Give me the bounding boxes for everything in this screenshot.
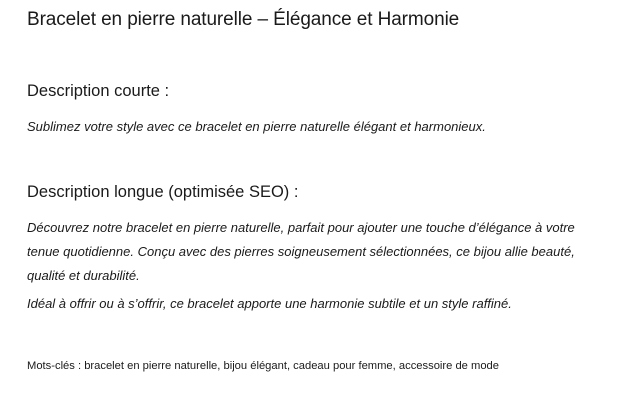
document-title: Bracelet en pierre naturelle – Élégance et Harmonie (27, 9, 460, 30)
long-description-paragraph: Découvrez notre bracelet en pierre naturelle, parfait pour ajouter une touche d’élégance à votre tenue quotidienne. Conçu avec des pierres soigneusement sélectionnées, ce bijou allie beauté, qualité et durabilité. (27, 220, 575, 283)
long-description-heading: Description longue (optimisée SEO) : (27, 183, 299, 201)
short-description-heading: Description courte : (27, 82, 170, 100)
long-description-paragraph: Idéal à offrir ou à s’offrir, ce bracelet apporte une harmonie subtile et un style raffiné. (27, 296, 512, 311)
short-description-text: Sublimez votre style avec ce bracelet en pierre naturelle élégant et harmonieux. (27, 119, 486, 134)
seo-keywords: Mots-clés : bracelet en pierre naturelle, bijou élégant, cadeau pour femme, accessoire de mode (27, 360, 499, 372)
